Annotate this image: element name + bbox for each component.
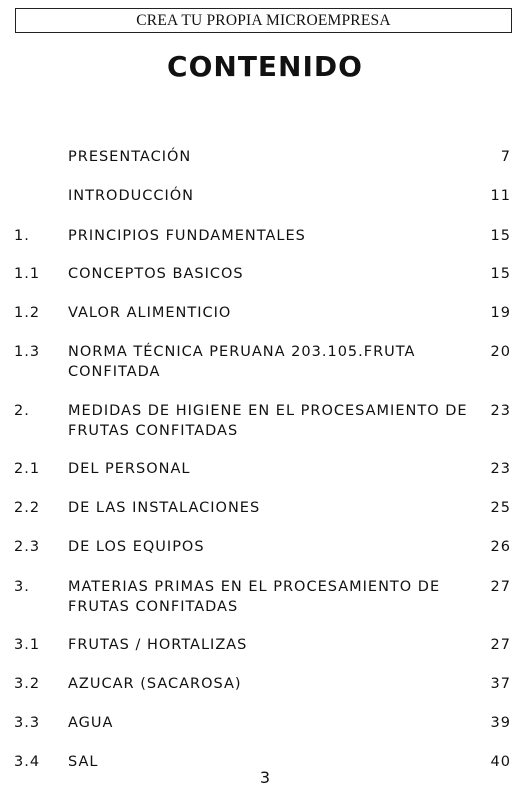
toc-entry-title: SAL	[68, 754, 99, 770]
running-header-text: CREA TU PROPIA MICROEMPRESA	[136, 12, 391, 29]
toc-entry-number: 1.	[14, 228, 30, 244]
toc-entry-title: FRUTAS / HORTALIZAS	[68, 637, 248, 653]
toc-entry-page: 20	[490, 344, 511, 360]
toc-entry-page: 11	[490, 188, 511, 204]
toc-entry-title: VALOR ALIMENTICIO	[68, 305, 232, 321]
toc-entry-number: 2.1	[14, 461, 41, 477]
toc-entry-number: 1.1	[14, 266, 41, 282]
toc-entry-title: PRINCIPIOS FUNDAMENTALES	[68, 228, 306, 244]
toc-entry-page: 40	[490, 754, 511, 770]
toc-entry-number: 3.2	[14, 676, 41, 692]
toc-entry-title: MEDIDAS DE HIGIENE EN EL PROCESAMIENTO DE FRUTAS CONFITADAS	[68, 403, 468, 439]
toc-entry-page: 7	[500, 149, 511, 165]
toc-entry-title: PRESENTACIÓN	[68, 149, 192, 165]
toc-entry-number: 3.4	[14, 754, 41, 770]
toc-entry-title: CONCEPTOS BASICOS	[68, 266, 244, 282]
toc-entry-page: 15	[490, 228, 511, 244]
toc-entry-page: 23	[490, 461, 511, 477]
toc-entry-title: NORMA TÉCNICA PERUANA 203.105.FRUTA CONFITADA	[68, 344, 416, 380]
toc-entry-title: AZUCAR (SACAROSA)	[68, 676, 242, 692]
toc-entry-title: DE LOS EQUIPOS	[68, 539, 205, 555]
toc-entry-number: 1.2	[14, 305, 41, 321]
toc-entry-page: 19	[490, 305, 511, 321]
toc-entry-page: 23	[490, 403, 511, 419]
toc-entry-number: 3.3	[14, 715, 41, 731]
toc-entry-title: INTRODUCCIÓN	[68, 188, 195, 204]
toc-entry-number: 2.2	[14, 500, 41, 516]
toc-entry-number: 3.	[14, 579, 30, 595]
toc-entry-page: 27	[490, 579, 511, 595]
toc-entry-number: 1.3	[14, 344, 41, 360]
toc-entry-page: 37	[490, 676, 511, 692]
toc-entry-title: DE LAS INSTALACIONES	[68, 500, 261, 516]
toc-entry-number: 3.1	[14, 637, 41, 653]
toc-entry-page: 25	[490, 500, 511, 516]
toc-entry-page: 39	[490, 715, 511, 731]
toc-entry-page: 27	[490, 637, 511, 653]
toc-entry-title: AGUA	[68, 715, 114, 731]
page-number: 3	[259, 768, 271, 787]
toc-entry-number: 2.3	[14, 539, 41, 555]
toc-entry-page: 26	[490, 539, 511, 555]
toc-entry-number: 2.	[14, 403, 30, 419]
toc-entry-title: DEL PERSONAL	[68, 461, 191, 477]
toc-entry-title: MATERIAS PRIMAS EN EL PROCESAMIENTO DE FRUTAS CONFITADAS	[68, 579, 441, 615]
page-title: CONTENIDO	[167, 50, 363, 83]
toc-entry-page: 15	[490, 266, 511, 282]
